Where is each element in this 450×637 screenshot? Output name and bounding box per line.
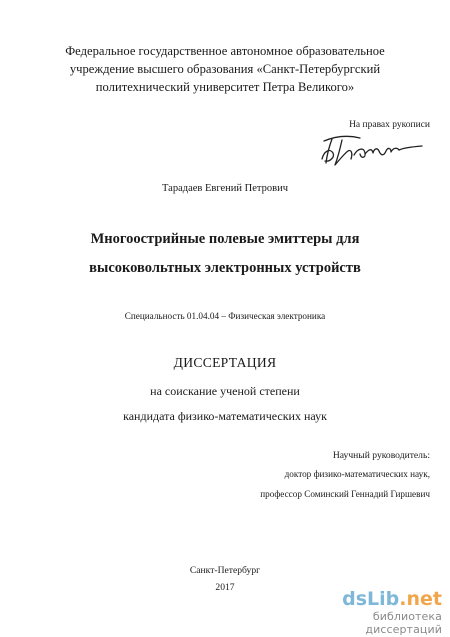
institution-line-3: политехнический университет Петра Великого» [95,80,355,95]
title-line-2: высоковольтных электронных устройств [89,260,361,276]
year: 2017 [215,582,235,593]
institution-line-2: учреждение высшего образования «Санкт-Петербургский [69,62,381,77]
supervisor-label: Научный руководитель: [332,450,430,461]
watermark-logo [332,588,442,636]
supervisor-degree: доктор физико-математических наук, [284,469,430,479]
watermark-brand-part1: dsLib [342,588,400,610]
institution-header [0,42,450,97]
handwritten-signature [318,129,428,171]
document-type: ДИССЕРТАЦИЯ [173,355,277,370]
manuscript-label: На правах рукописи [349,120,430,130]
author-name: Тарадаев Евгений Петрович [162,183,288,194]
watermark-subtitle: библиотека диссертаций [365,610,442,636]
supervisor-block [260,450,430,499]
specialty: Специальность 01.04.04 – Физическая электроника [124,311,326,321]
title-line-1: Многоострийные полевые эмиттеры для [90,231,360,247]
watermark-brand-part2: .net [399,588,442,610]
supervisor-name: профессор Соминский Геннадий Гиршевич [260,489,430,499]
institution-line-1: Федеральное государственное автономное образовательное [65,44,385,58]
degree-line-1: на соискание ученой степени [150,384,300,398]
city: Санкт-Петербург [189,565,261,576]
dissertation-title [0,225,450,283]
watermark-brand [332,588,442,610]
degree-line-2: кандидата физико-математических наук [123,409,327,423]
